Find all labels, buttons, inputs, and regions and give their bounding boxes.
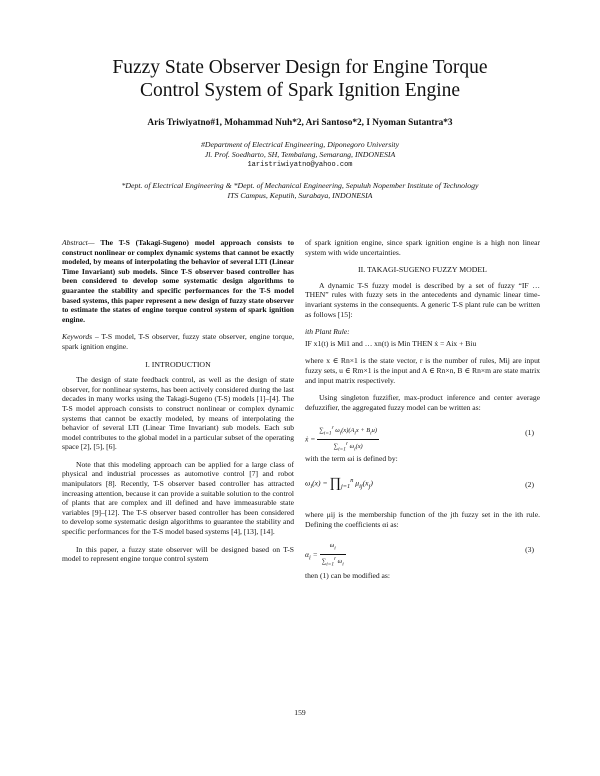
affiliation-1-dept: #Department of Electrical Engineering, Diponegoro University [200,140,400,149]
equation-3-number: (3) [525,545,534,555]
intro-paragraph-2: Note that this modeling approach can be applied for a large class of physical and industrial processes as automotive control [7] and robot manipulators [8]. Recently, T-S observer based controller has attracted increasing attention, because it can provide a suitable solution to the control of plants that are complex and ill defined and have immeasurable state variables [9]–[12]. The T-S observer based controller has been considered to develop some systematic design algorithms to guarantee the stability and specific performances for the T-S model based systems [4], [13], [14]. [62,459,294,537]
equation-1-number: (1) [525,428,534,438]
keywords [62,332,294,351]
keywords-label: Keywords [62,332,93,342]
affiliation-1-address: Jl. Prof. Soedharto, SH, Tembalang, Semarang, INDONESIA [204,150,396,159]
equation-2 [305,472,540,502]
intro-paragraph-1: The design of state feedback control, as well as the design of state observer, for nonlinear systems, has been actively considered during the last decades in many works using the Takagi-Sugeno (T-S) models [1]–[4]. The T-S model approach consists to construct nonlinear or complex dynamic systems that cannot be exactly modeled, by means of interpolating the behavior of several LTI (Linear Time Invariant) sub models. Each sub model contributes to the global model in a particular subset of the operating space [2], [5], [6]. [62,375,294,452]
equation-3-body: $\alpha_i$ = $\frac{\omega_i}{\sum_{i=1}^r \omega_i}$ [305,542,344,568]
intro-continuation: of spark ignition engine, since spark ignition engine is a high non linear system with wide uncertainties. [305,238,540,257]
title-line-2: Control System of Spark Ignition Engine [139,80,461,101]
then-text: then (1) can be modified as: [305,571,390,581]
section-heading-ts-model: II. TAKAGI-SUGENO FUZZY MODEL [358,265,487,275]
page-number: 159 [294,708,306,717]
section-heading-introduction: I. INTRODUCTION [145,359,211,369]
right-column [305,238,540,589]
omega-definition: with the term ωi is defined by: [305,454,398,464]
equation-3 [305,537,540,568]
left-column [62,238,294,572]
author-email: 1aristriwiyatno@yahoo.com [247,161,353,169]
equation-1 [305,420,540,453]
affiliation-2-address: ITS Campus, Keputih, Surabaya, INDONESIA [227,191,373,200]
ts-paragraph-1: A dynamic T-S fuzzy model is described by a set of fuzzy “IF … THEN” rules with fuzzy sets in the antecedents and dynamic linear time-invariant systems in the consequents. A generic T-S plant rule can be written as follows [15]: [305,280,540,319]
author-list: Aris Triwiyatno#1, Mohammad Nuh*2, Ari Santoso*2, I Nyoman Sutantra*3 [147,118,453,128]
abstract-text: The T-S (Takagi-Sugeno) model approach consists to construct nonlinear or complex dynamic systems that cannot be exactly modeled, by means of interpolating the behavior of several LTI (Linear Time Invariant) sub models. Since T-S observer based controller has been considered to develop some systematic design algorithms to guarantee the stability and specific performances for the T-S model based systems, this paper represent a new design of fuzzy state observer to estimate the states of engine torque control system of spark ignition engine. [62,238,295,324]
rule-label: ith Plant Rule: [305,327,350,337]
equation-2-body: $\omega_i(x)$ = $\prod_{j=1}^n$ $\mu_{ij}(x_j)$ [305,475,373,491]
intro-paragraph-3: In this paper, a fuzzy state observer will be designed based on T-S model to represent engine torque control system [62,544,294,564]
affiliation-2 [30,181,570,201]
membership-definition: where μij is the membership function of the jth fuzzy set in the ith rule. Defining the coefficients αi as: [305,509,540,529]
equation-1-body: ẋ = $\frac{\sum_{i=1}^r \omega_i(x)(A_ix + B_iu)}{\sum_{i=1}^r \omega_i(x)}$ [305,425,377,453]
keywords-text: – T-S model, T-S observer, fuzzy state observer, engine torque, spark ignition engine. [62,332,295,351]
rule-text: IF x1(t) is Mi1 and … xn(t) is Min THEN ẋ = Aix + Biu [305,338,477,348]
affiliation-2-dept: *Dept. of Electrical Engineering & *Dept. of Mechanical Engineering, Sepuluh Nopember Institute of Technology [121,181,479,190]
paper-title [40,56,560,102]
state-vector-definition: where x ∈ Rn×1 is the state vector, r is the number of rules, Mij are input fuzzy sets, u ∈ Rm×1 is the input and A ∈ Rn×n, B ∈ Rn×m are state matrix and input matrix respectively. [305,356,540,385]
equation-2-number: (2) [525,479,534,489]
ts-paragraph-2: Using singleton fuzzifier, max-product inference and center average defuzzifier, the aggregated fuzzy model can be written as: [305,393,540,412]
affiliation-1 [30,140,570,170]
abstract-label: Abstract— [62,238,95,247]
title-line-1: Fuzzy State Observer Design for Engine Torque [112,57,488,78]
abstract [62,238,294,324]
